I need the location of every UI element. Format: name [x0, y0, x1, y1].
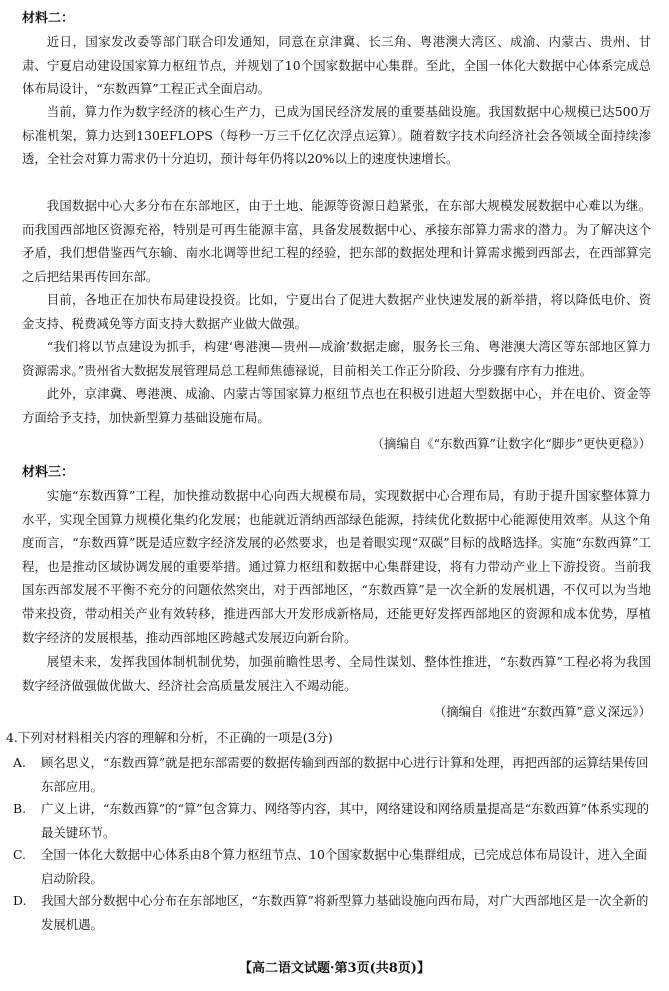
material-two-source: （摘编自《“东数西算”让数字化“脚步”更快更稳》） [371, 436, 651, 451]
material-two-paragraph-1: 近日，国家发改委等部门联合印发通知，同意在京津冀、长三角、粤港澳大湾区、成渝、内蒙古、贵州、甘肃、宁夏启动建设国家算力枢纽节点，并规划了10个国家数据中心集群。至此，全国一体化大数据中心体系完成总体布局设计，“东数西算”工程正式全面启动。 [22, 34, 651, 97]
material-two-paragraph-6: 此外，京津冀、粤港澳、成渝、内蒙古等国家算力枢纽节点也在积极引进超大型数据中心，并在电价、资金等方面给予支持，加快新型算力基础设施布局。 [22, 386, 651, 425]
option-a[interactable] [13, 751, 651, 798]
material-three-heading: 材料三： [22, 465, 75, 480]
option-b-label: B. [13, 801, 27, 816]
option-d-label: D. [13, 893, 27, 908]
option-a-text: 顾名思义，“东数西算”就是把东部需要的数据传输到西部的数据中心进行计算和处理，再把西部的运算结果传回东部应用。 [41, 755, 649, 794]
option-c[interactable] [13, 843, 651, 890]
material-two-paragraph-3: 我国数据中心大多分布在东部地区，由于土地、能源等资源日趋紧张，在东部大规模发展数据中心难以为继。而我国西部地区资源充裕，特别是可再生能源丰富，具备发展数据中心、承接东部算力需求的潜力。为了解决这个矛盾，我们想借鉴西气东输、南水北调等世纪工程的经验，把东部的数据处理和计算需求搬到西部去，在西部算完之后把结果再传回东部。 [22, 198, 651, 284]
material-two-paragraph-2: 当前，算力作为数字经济的核心生产力，已成为国民经济发展的重要基础设施。我国数据中心规模已达500万标准机架，算力达到130EFLOPS（每秒一万三千亿亿次浮点运算）。随着数字技术向经济社会各领域全面持续渗透，全社会对算力需求仍十分迫切，预计每年仍将以20%以上的速度快速增长。 [22, 104, 651, 167]
option-c-label: C. [13, 847, 26, 862]
material-three-paragraph-1: 实施“东数西算”工程，加快推动数据中心向西大规模布局，实现数据中心合理布局，有助于提升国家整体算力水平，实现全国算力规模化集约化发展；也能就近消纳西部绿色能源，持续优化数据中心能源使用效率。从这个角度而言，“东数西算”既是适应数字经济发展的必然要求，也是着眼实现“双碳”目标的战略选择。实施“东数西算”工程，也是推动区域协调发展的重要举措。通过算力枢纽和数据中心集群建设，将有力带动产业上下游投资。当前我国东西部发展不平衡不充分的问题依然突出，对于西部地区，“东数西算”是一次全新的发展机遇，不仅可以为当地带来投资，带动相关产业有效转移，推进西部大开发形成新格局，还能更好发挥西部地区的资源和成本优势，厚植数字经济的发展根基，推动西部地区跨越式发展迈向新台阶。 [22, 488, 651, 645]
page-footer: 【高二语文试题·第3页(共8页)】 [239, 961, 430, 976]
material-three-source: （摘编自《推进“东数西算”意义深远》） [433, 704, 651, 719]
option-a-label: A. [13, 755, 26, 770]
material-two-paragraph-4: 目前，各地正在加快布局建设投资。比如，宁夏出台了促进大数据产业快速发展的新举措，将以降低电价、资金支持、税费减免等方面支持大数据产业做大做强。 [22, 292, 651, 331]
option-d[interactable] [13, 889, 651, 936]
material-two-paragraph-5: “我们将以节点建设为抓手，构建‘粤港澳—贵州—成渝’数据走廊，服务长三角、粤港澳大湾区等东部地区算力资源需求。”贵州省大数据发展管理局总工程师焦德禄说，目前相关工作正分阶段、分步骤有序有力推进。 [22, 339, 651, 378]
option-b[interactable] [13, 797, 651, 844]
option-c-text: 全国一体化大数据中心体系由8个算力枢纽节点、10个国家数据中心集群组成，已完成总体布局设计，进入全面启动阶段。 [41, 847, 648, 886]
question-4-stem: 4.下列对材料相关内容的理解和分析，不正确的一项是(3分) [6, 730, 333, 745]
option-b-text: 广义上讲，“东数西算”的“算”包含算力、网络等内容，其中，网络建设和网络质量提高是“东数西算”体系实现的最关键环节。 [41, 801, 649, 840]
option-d-text: 我国大部分数据中心分布在东部地区，“东数西算”将新型算力基础设施向西布局，对广大西部地区是一次全新的发展机遇。 [41, 893, 649, 932]
material-three-paragraph-2: 展望未来，发挥我国体制机制优势，加强前瞻性思考、全局性谋划、整体性推进，“东数西算”工程必将为我国数字经济做强做优做大、经济社会高质量发展注入不竭动能。 [22, 654, 651, 693]
material-two-heading: 材料二： [22, 11, 75, 26]
